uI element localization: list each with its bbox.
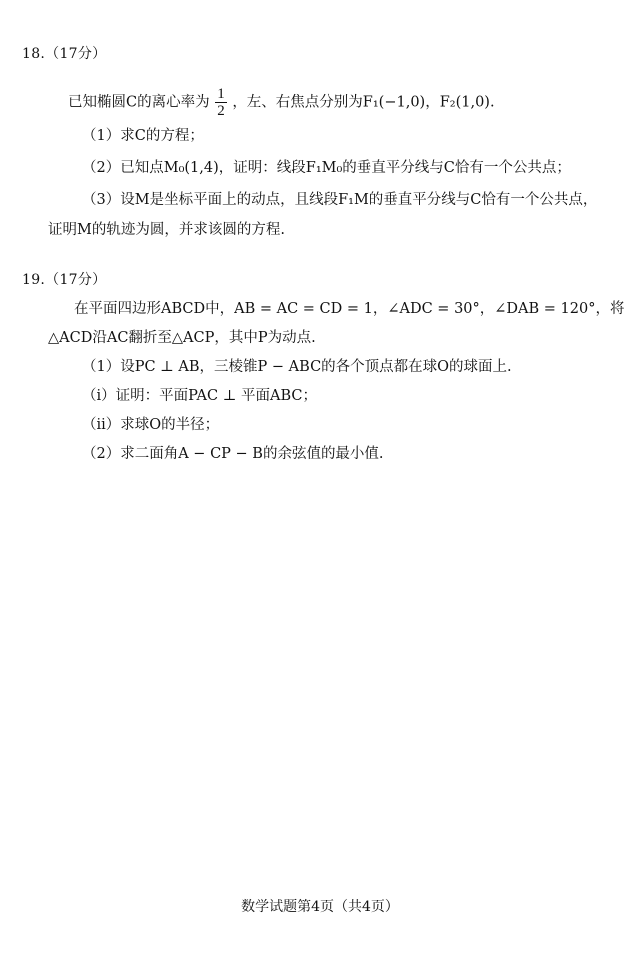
q19-part2: （2）求二面角A − CP − B的余弦值的最小值.	[82, 446, 384, 462]
q18-intro	[68, 86, 495, 119]
eccentricity-fraction	[215, 86, 227, 119]
fraction-numerator: 1	[217, 86, 225, 102]
q19-part1-i: （i）证明：平面PAC ⊥ 平面ABC；	[82, 388, 317, 404]
q19-part1-ii: （ii）求球O的半径；	[82, 417, 220, 433]
q19-intro-line1: 在平面四边形ABCD中，AB = AC = CD = 1，∠ADC = 30°，∠DAB = 120°，将	[74, 301, 625, 317]
q19-number: 19.（17分）	[22, 272, 107, 288]
page-footer: 数学试题第4页（共4页）	[241, 899, 399, 915]
q18-part3-line2: 证明M的轨迹为圆，并求该圆的方程.	[48, 222, 285, 238]
q18-intro-after: ，左、右焦点分别为F₁(−1,0)，F₂(1,0).	[232, 94, 495, 111]
q18-intro-before: 已知椭圆C的离心率为	[68, 94, 210, 111]
q19-intro-line2: △ACD沿AC翻折至△ACP，其中P为动点.	[48, 330, 316, 346]
q18-part3-line1: （3）设M是坐标平面上的动点，且线段F₁M的垂直平分线与C恰有一个公共点，	[82, 192, 598, 208]
q18-number: 18.（17分）	[22, 46, 107, 62]
q18-part2: （2）已知点M₀(1,4)，证明：线段F₁M₀的垂直平分线与C恰有一个公共点；	[82, 160, 571, 176]
fraction-denominator: 2	[217, 103, 225, 119]
q19-part1: （1）设PC ⊥ AB，三棱锥P − ABC的各个顶点都在球O的球面上.	[82, 359, 512, 375]
q18-part1: （1）求C的方程；	[82, 128, 204, 144]
